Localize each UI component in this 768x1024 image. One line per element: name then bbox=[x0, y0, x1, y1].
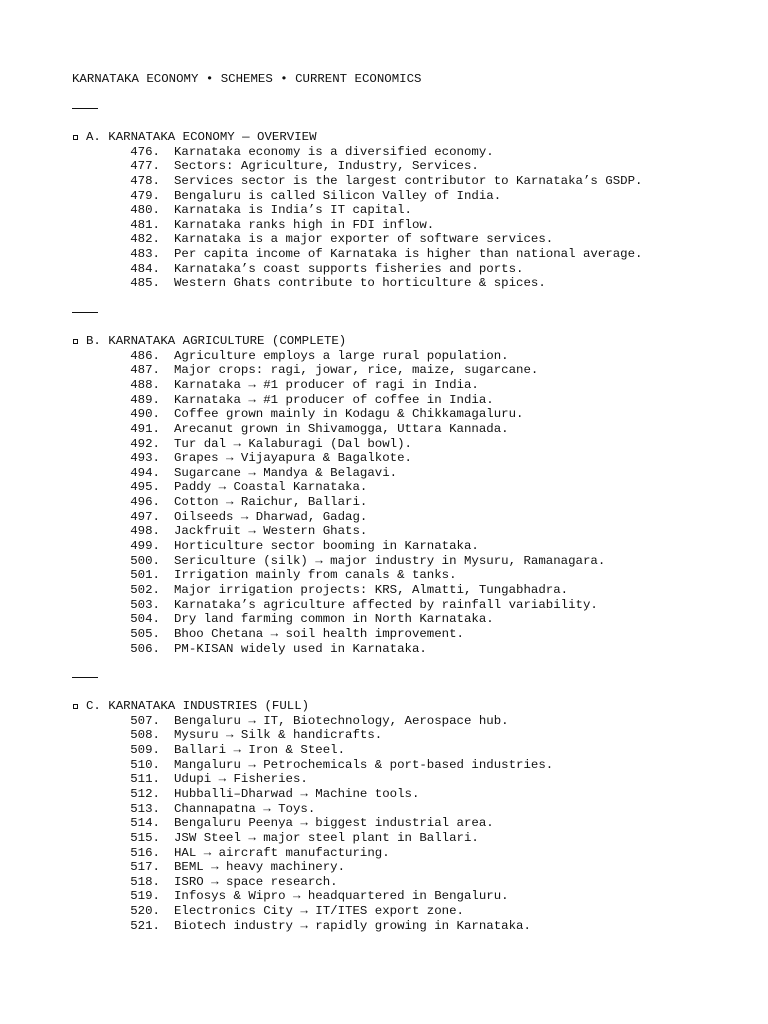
list-item bbox=[72, 627, 732, 642]
section-a bbox=[72, 130, 732, 291]
section-heading bbox=[72, 699, 732, 714]
section-heading-text: B. KARNATAKA AGRICULTURE (COMPLETE) bbox=[86, 334, 347, 349]
item-number: 486. bbox=[130, 348, 160, 363]
item-text: Sectors: Agriculture, Industry, Services. bbox=[174, 159, 479, 174]
list-item bbox=[72, 524, 732, 539]
item-number: 503. bbox=[130, 597, 160, 612]
item-text: Karnataka ranks high in FDI inflow. bbox=[174, 217, 435, 232]
list-item bbox=[72, 583, 732, 598]
item-text: Major irrigation projects: KRS, Almatti, Tungabhadra. bbox=[174, 582, 569, 597]
item-number: 480. bbox=[130, 203, 160, 218]
list-item bbox=[72, 554, 732, 569]
item-number: 505. bbox=[130, 626, 160, 641]
item-number: 485. bbox=[130, 276, 160, 291]
list-item bbox=[72, 510, 732, 525]
list-item bbox=[72, 174, 732, 189]
section-heading-text: C. KARNATAKA INDUSTRIES (FULL) bbox=[86, 699, 310, 714]
list-item bbox=[72, 889, 732, 904]
item-text: Karnataka → #1 producer of coffee in India. bbox=[174, 392, 494, 407]
item-text: Karnataka’s agriculture affected by rainfall variability. bbox=[174, 597, 598, 612]
item-number: 515. bbox=[130, 830, 160, 845]
square-bullet-icon bbox=[73, 135, 78, 140]
item-text: Sericulture (silk) → major industry in Mysuru, Ramanagara. bbox=[174, 553, 606, 568]
square-bullet-icon bbox=[73, 339, 78, 344]
item-text: Agriculture employs a large rural population. bbox=[174, 348, 509, 363]
list-item bbox=[72, 860, 732, 875]
item-number: 508. bbox=[130, 728, 160, 743]
item-text: Udupi → Fisheries. bbox=[174, 772, 308, 787]
item-text: Cotton → Raichur, Ballari. bbox=[174, 495, 368, 510]
item-text: JSW Steel → major steel plant in Ballari. bbox=[174, 830, 479, 845]
item-number: 499. bbox=[130, 539, 160, 554]
section-divider bbox=[72, 312, 98, 313]
item-number: 497. bbox=[130, 509, 160, 524]
document-title: KARNATAKA ECONOMY • SCHEMES • CURRENT ECONOMICS bbox=[72, 72, 422, 86]
list-item bbox=[72, 728, 732, 743]
item-text: Karnataka’s coast supports fisheries and ports. bbox=[174, 261, 524, 276]
list-item bbox=[72, 393, 732, 408]
section-heading bbox=[72, 130, 732, 145]
list-item bbox=[72, 714, 732, 729]
item-text: Tur dal → Kalaburagi (Dal bowl). bbox=[174, 436, 412, 451]
item-number: 498. bbox=[130, 524, 160, 539]
square-bullet-icon bbox=[73, 704, 78, 709]
item-number: 518. bbox=[130, 874, 160, 889]
item-text: Karnataka → #1 producer of ragi in India. bbox=[174, 377, 479, 392]
item-text: Mysuru → Silk & handicrafts. bbox=[174, 728, 383, 743]
item-text: Karnataka is India’s IT capital. bbox=[174, 203, 412, 218]
list-item bbox=[72, 480, 732, 495]
item-text: Arecanut grown in Shivamogga, Uttara Kannada. bbox=[174, 421, 509, 436]
section-divider bbox=[72, 677, 98, 678]
item-text: Paddy → Coastal Karnataka. bbox=[174, 480, 368, 495]
section-heading-text: A. KARNATAKA ECONOMY — OVERVIEW bbox=[86, 130, 317, 144]
item-text: Bengaluru → IT, Biotechnology, Aerospace hub. bbox=[174, 713, 509, 728]
list-item bbox=[72, 743, 732, 758]
list-item bbox=[72, 262, 732, 277]
list-item bbox=[72, 772, 732, 787]
item-text: Ballari → Iron & Steel. bbox=[174, 743, 346, 758]
item-text: Dry land farming common in North Karnataka. bbox=[174, 612, 494, 627]
item-text: Channapatna → Toys. bbox=[174, 801, 316, 816]
list-item bbox=[72, 189, 732, 204]
item-number: 502. bbox=[130, 582, 160, 597]
list-item bbox=[72, 758, 732, 773]
list-item bbox=[72, 598, 732, 613]
list-item bbox=[72, 568, 732, 583]
item-list bbox=[72, 145, 732, 291]
item-text: ISRO → space research. bbox=[174, 874, 338, 889]
list-item bbox=[72, 276, 732, 291]
item-number: 476. bbox=[130, 144, 160, 159]
section-divider bbox=[72, 108, 98, 109]
item-number: 483. bbox=[130, 247, 160, 262]
item-text: Karnataka is a major exporter of software services. bbox=[174, 232, 554, 247]
item-number: 477. bbox=[130, 159, 160, 174]
list-item bbox=[72, 218, 732, 233]
list-item bbox=[72, 422, 732, 437]
item-list bbox=[72, 714, 732, 934]
item-number: 488. bbox=[130, 377, 160, 392]
item-number: 512. bbox=[130, 786, 160, 801]
item-number: 491. bbox=[130, 421, 160, 436]
list-item bbox=[72, 159, 732, 174]
list-item bbox=[72, 363, 732, 378]
item-number: 481. bbox=[130, 217, 160, 232]
item-text: Electronics City → IT/ITES export zone. bbox=[174, 904, 464, 919]
list-item bbox=[72, 846, 732, 861]
list-item bbox=[72, 787, 732, 802]
list-item bbox=[72, 495, 732, 510]
list-item bbox=[72, 247, 732, 262]
item-number: 510. bbox=[130, 757, 160, 772]
item-number: 479. bbox=[130, 188, 160, 203]
item-number: 490. bbox=[130, 407, 160, 422]
list-item bbox=[72, 203, 732, 218]
list-item bbox=[72, 802, 732, 817]
list-item bbox=[72, 919, 732, 934]
item-number: 521. bbox=[130, 918, 160, 933]
item-text: Bengaluru Peenya → biggest industrial area. bbox=[174, 816, 494, 831]
item-number: 496. bbox=[130, 495, 160, 510]
list-item bbox=[72, 232, 732, 247]
item-number: 504. bbox=[130, 612, 160, 627]
item-number: 506. bbox=[130, 641, 160, 656]
list-item bbox=[72, 539, 732, 554]
item-text: Per capita income of Karnataka is higher than national average. bbox=[174, 247, 643, 262]
list-item bbox=[72, 612, 732, 627]
item-text: Hubballi–Dharwad → Machine tools. bbox=[174, 786, 420, 801]
item-number: 487. bbox=[130, 363, 160, 378]
item-text: Sugarcane → Mandya & Belagavi. bbox=[174, 465, 398, 480]
item-number: 493. bbox=[130, 451, 160, 466]
item-text: Grapes → Vijayapura & Bagalkote. bbox=[174, 451, 412, 466]
list-item bbox=[72, 466, 732, 481]
list-item bbox=[72, 349, 732, 364]
item-number: 517. bbox=[130, 860, 160, 875]
list-item bbox=[72, 145, 732, 160]
item-number: 514. bbox=[130, 816, 160, 831]
item-number: 513. bbox=[130, 801, 160, 816]
list-item bbox=[72, 437, 732, 452]
item-text: Infosys & Wipro → headquartered in Bengaluru. bbox=[174, 889, 509, 904]
item-number: 494. bbox=[130, 465, 160, 480]
list-item bbox=[72, 875, 732, 890]
item-list bbox=[72, 349, 732, 656]
item-number: 489. bbox=[130, 392, 160, 407]
item-text: Karnataka economy is a diversified economy. bbox=[174, 144, 494, 159]
list-item bbox=[72, 378, 732, 393]
list-item bbox=[72, 904, 732, 919]
item-number: 519. bbox=[130, 889, 160, 904]
item-text: Services sector is the largest contributor to Karnataka’s GSDP. bbox=[174, 173, 643, 188]
list-item bbox=[72, 451, 732, 466]
item-text: Bengaluru is called Silicon Valley of India. bbox=[174, 188, 502, 203]
item-text: Bhoo Chetana → soil health improvement. bbox=[174, 626, 464, 641]
list-item bbox=[72, 642, 732, 657]
item-text: BEML → heavy machinery. bbox=[174, 860, 346, 875]
item-number: 482. bbox=[130, 232, 160, 247]
section-b bbox=[72, 334, 732, 656]
item-text: PM-KISAN widely used in Karnataka. bbox=[174, 641, 427, 656]
item-text: HAL → aircraft manufacturing. bbox=[174, 845, 390, 860]
item-number: 507. bbox=[130, 713, 160, 728]
item-text: Mangaluru → Petrochemicals & port-based industries. bbox=[174, 757, 554, 772]
item-text: Coffee grown mainly in Kodagu & Chikkamagaluru. bbox=[174, 407, 524, 422]
list-item bbox=[72, 407, 732, 422]
list-item bbox=[72, 816, 732, 831]
item-number: 495. bbox=[130, 480, 160, 495]
section-c bbox=[72, 699, 732, 933]
item-text: Major crops: ragi, jowar, rice, maize, sugarcane. bbox=[174, 363, 539, 378]
item-text: Irrigation mainly from canals & tanks. bbox=[174, 568, 457, 583]
item-text: Horticulture sector booming in Karnataka. bbox=[174, 539, 479, 554]
item-number: 511. bbox=[130, 772, 160, 787]
item-text: Western Ghats contribute to horticulture & spices. bbox=[174, 276, 546, 291]
item-text: Biotech industry → rapidly growing in Karnataka. bbox=[174, 918, 531, 933]
item-number: 478. bbox=[130, 173, 160, 188]
list-item bbox=[72, 831, 732, 846]
item-number: 492. bbox=[130, 436, 160, 451]
document-page bbox=[72, 72, 732, 933]
item-number: 500. bbox=[130, 553, 160, 568]
item-number: 484. bbox=[130, 261, 160, 276]
item-number: 516. bbox=[130, 845, 160, 860]
item-number: 520. bbox=[130, 904, 160, 919]
section-heading bbox=[72, 334, 732, 349]
item-text: Jackfruit → Western Ghats. bbox=[174, 524, 368, 539]
item-text: Oilseeds → Dharwad, Gadag. bbox=[174, 509, 368, 524]
item-number: 501. bbox=[130, 568, 160, 583]
item-number: 509. bbox=[130, 743, 160, 758]
